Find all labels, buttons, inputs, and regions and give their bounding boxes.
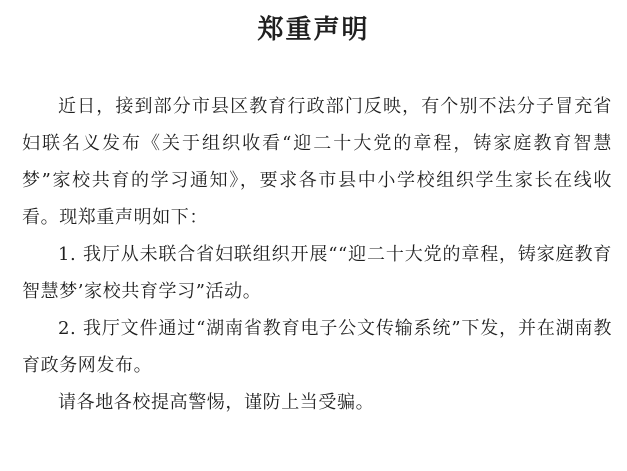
document-body [22,88,612,421]
paragraph-intro: 近日，接到部分市县区教育行政部门反映，有个别不法分子冒充省妇联名义发布《关于组织收看“迎二十大党的章程，铸家庭教育智慧梦”家校共育的学习通知》，要求各市县中小学校组织学生家长在线收看。现郑重声明如下： [22,96,612,228]
paragraph-item-1: 1. 我厅从未联合省妇联组织开展““迎二十大党的章程，铸家庭教育智慧梦’家校共育学习”活动。 [22,244,612,302]
document-title: 郑重声明 [257,15,370,45]
paragraph-closing: 请各地各校提高警惕，谨防上当受骗。 [58,392,375,413]
paragraph-item-2: 2. 我厅文件通过“湖南省教育电子公文传输系统”下发，并在湖南教育政务网发布。 [22,318,612,376]
